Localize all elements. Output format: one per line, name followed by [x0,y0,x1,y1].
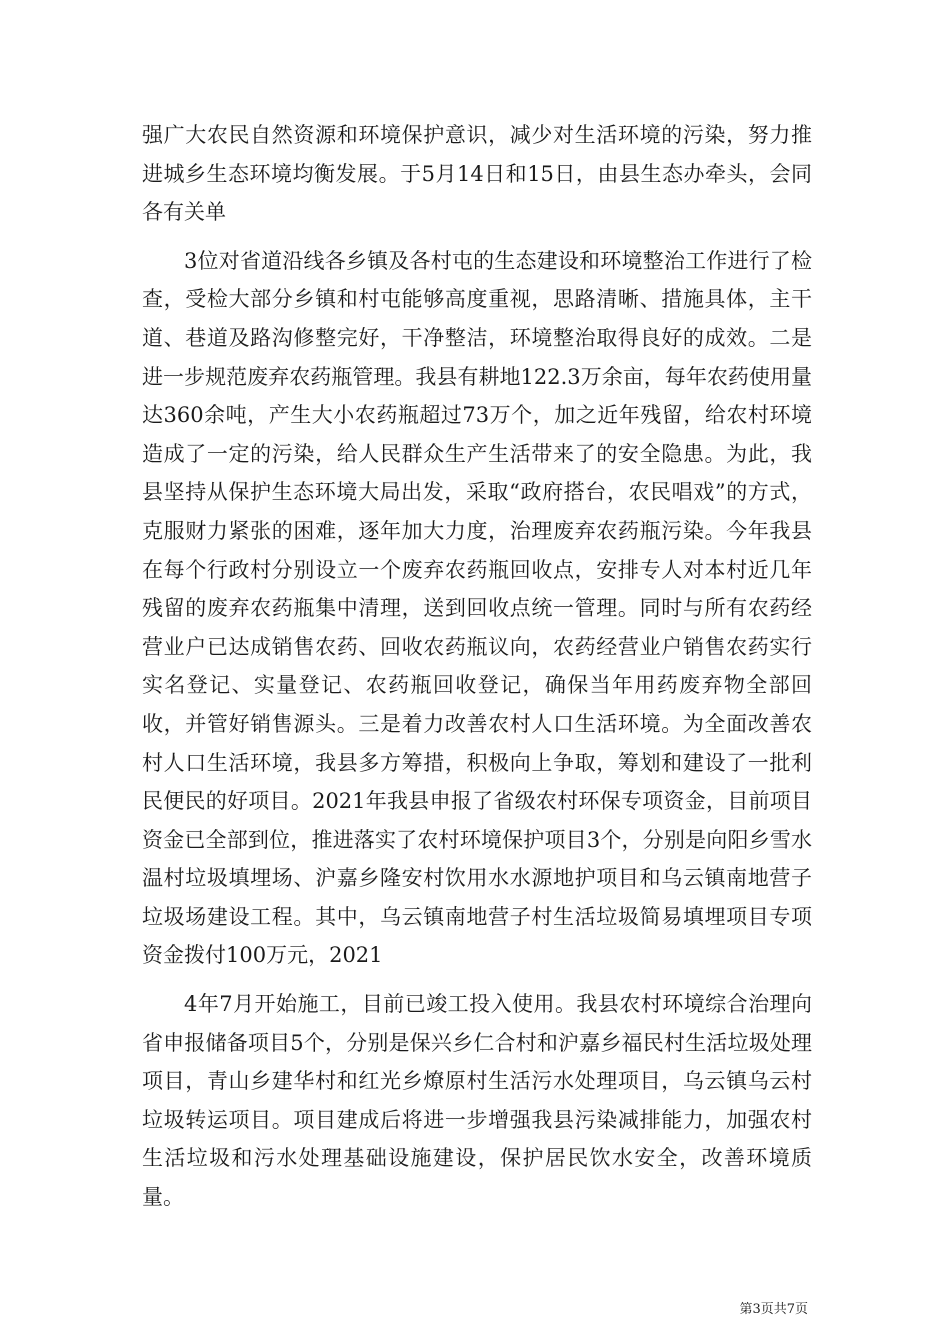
paragraph-continuation: 强广大农民自然资源和环境保护意识，减少对生活环境的污染，努力推进城乡生态环境均衡发展。于5月14日和15日，由县生态办牵头，会同各有关单 [142,123,812,225]
paragraph-project-reserve: 4年7月开始施工，目前已竣工投入使用。我县农村环境综合治理向省申报储备项目5个，分别是保兴乡仁合村和沪嘉乡福民村生活垃圾处理项目，青山乡建华村和红光乡燎原村生活污水处理项目，乌云镇乌云村垃圾转运项目。项目建成后将进一步增强我县污染减排能力，加强农村生活垃圾和污水处理基础设施建设，保护居民饮水安全，改善环境质量。 [142,992,812,1210]
paragraph-inspection-and-projects: 3位对省道沿线各乡镇及各村屯的生态建设和环境整治工作进行了检查，受检大部分乡镇和村屯能够高度重视，思路清晰、措施具体，主干道、巷道及路沟修整完好，干净整洁，环境整治取得良好的成效。二是进一步规范废弃农药瓶管理。我县有耕地122.3万余亩，每年农药使用量达360余吨，产生大小农药瓶超过73万个，加之近年残留，给农村环境造成了一定的污染，给人民群众生产生活带来了的安全隐患。为此，我县坚持从保护生态环境大局出发，采取“政府搭台，农民唱戏”的方式，克服财力紧张的困难，逐年加大力度，治理废弃农药瓶污染。今年我县在每个行政村分别设立一个废弃农药瓶回收点，安排专人对本村近几年残留的废弃农药瓶集中清理，送到回收点统一管理。同时与所有农药经营业户已达成销售农药、回收农药瓶议向，农药经营业户销售农药实行实名登记、实量登记、农药瓶回收登记，确保当年用药废弃物全部回收，并管好销售源头。三是着力改善农村人口生活环境。为全面改善农村人口生活环境，我县多方筹措，积极向上争取，筹划和建设了一批利民便民的好项目。2021年我县申报了省级农村环保专项资金，目前项目资金已全部到位，推进落实了农村环境保护项目3个，分别是向阳乡雪水温村垃圾填埋场、沪嘉乡隆安村饮用水水源地护项目和乌云镇南地营子垃圾场建设工程。其中，乌云镇南地营子村生活垃圾简易填埋项目专项资金拨付100万元，2021 [142,248,812,968]
document-body [142,116,812,1217]
page-number-footer: 第3页共7页 [739,1302,808,1317]
